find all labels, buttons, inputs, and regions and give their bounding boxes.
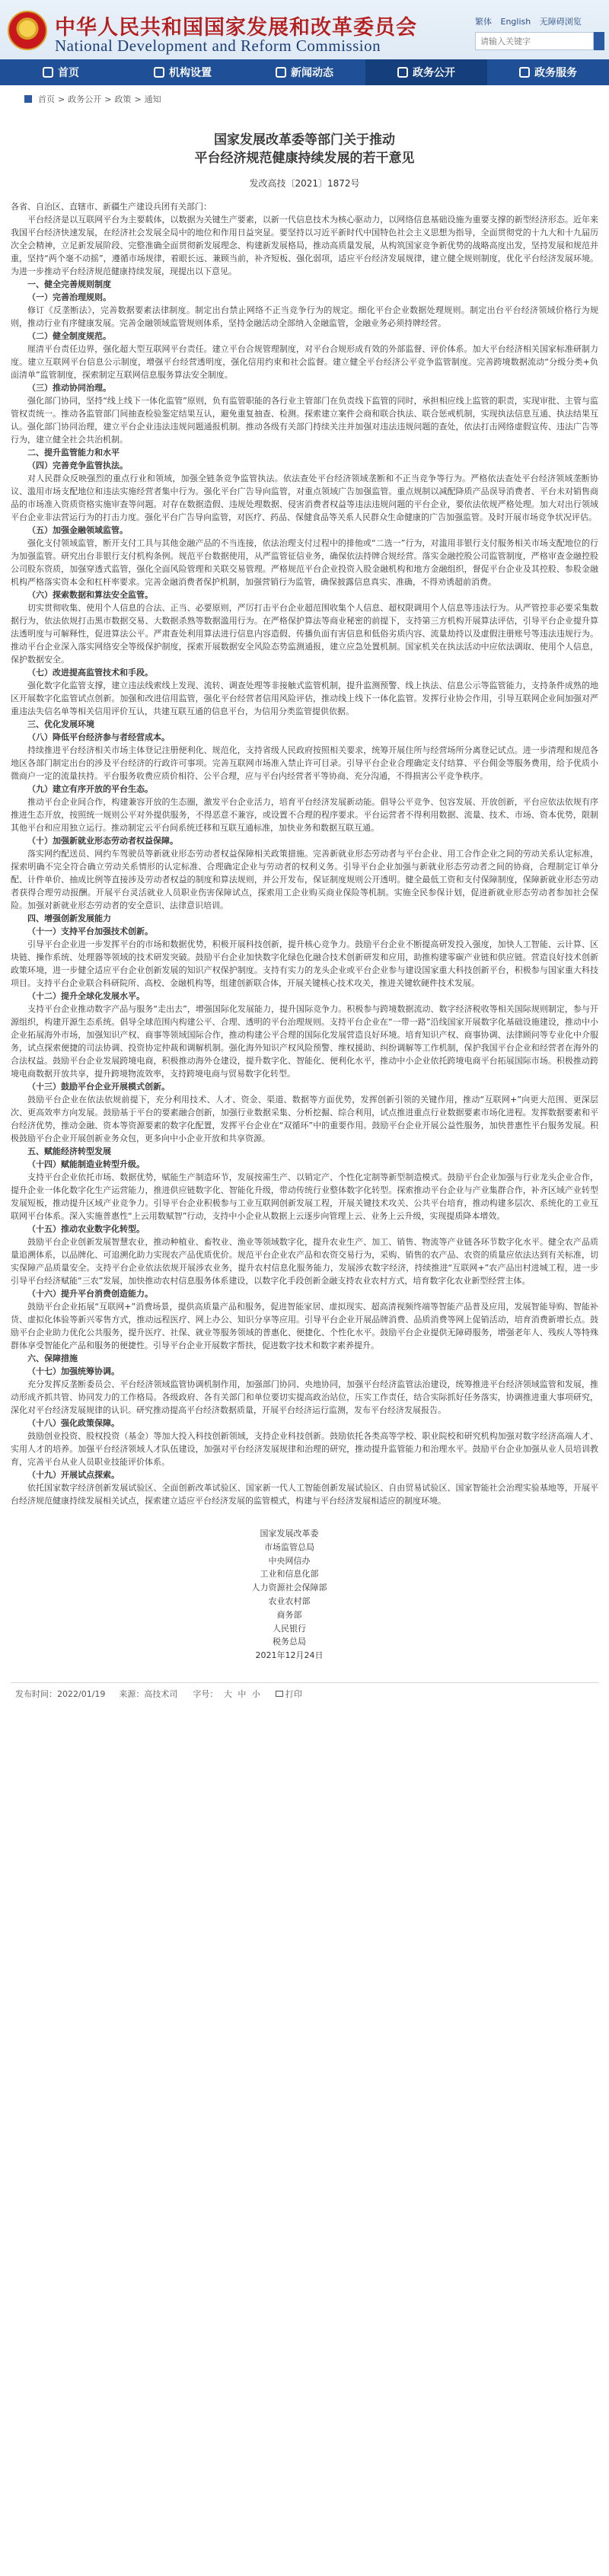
signoff-agency: 商务部: [276, 1609, 302, 1620]
paragraph: 支持平台企业依托市场、数据优势，赋能生产制造环节，发展按需生产、以销定产、个性化定制等新型制造模式。鼓励平台企业加强与行业龙头企业合作，提升企业一体化数字化生产运营能力，推进供应链数字化、智能化升级，带动传统行业整体数字化转型。探索推动平台企业与产业集群合作，补齐区域产业转型发展短板，推动提升区域产业竞争力。引导平台企业积极参与工业互联网创新发展工程，开展关键技术攻关、公共平台培育，推动构建多层次、系统化的工业互联网平台体系。深入实施普惠性“上云用数赋智”行动，支持中小企业从数据上云逐步向管理上云、业务上云升级，实现提质降本增效。: [11, 1172, 598, 1221]
subsection-heading: （十五）推动农业数字化转型。: [27, 1224, 145, 1234]
paragraph: 鼓励平台企业在依法依规前提下，充分利用技术、人才、资金、渠道、数据等方面优势，发挥创新引领的关键作用，推动“互联网+”向更大范围、更深层次、更高效率方向发展。鼓励基于平台的要素融合创新，加强行业数据采集、分析挖掘、综合利用，试点推进重点行业数据要素市场化进程。发挥数据要素和平台经济优势，推动金融、资本等资源要素的数字化配置，发挥平台企业在“双循环”中的重要作用。鼓励平台企业开展公益性服务，加快普惠性平台服务发展。积极鼓励平台企业开展创新业务众包，更多向中小企业开放和共享资源。: [11, 1095, 598, 1143]
section-heading: 六、保障措施: [27, 1353, 78, 1363]
subsection-heading: （十二）提升全球化发展水平。: [27, 991, 145, 1001]
link-english[interactable]: English: [500, 17, 531, 27]
breadcrumb-item[interactable]: 通知: [144, 94, 161, 104]
paragraph: 依托国家数字经济创新发展试验区、全面创新改革试验区、国家新一代人工智能创新发展试验区、自由贸易试验区、国家智能社会治理实验基地等，开展平台经济规范健康持续发展相关试点，探索建立适应平台经济发展的监管模式，构建与平台经济发展相适应的制度环境。: [11, 1483, 598, 1506]
breadcrumb-item[interactable]: 政策: [114, 94, 132, 104]
subsection-heading: （十九）开展试点探索。: [27, 1470, 120, 1480]
paragraph: 落实网约配送员、网约车驾驶员等新就业形态劳动者权益保障相关政策措施。完善新就业形态劳动者与平台企业、用工合作企业之间的劳动关系认定标准，探索明确不完全符合确立劳动关系情形的认定标准、合理确定企业与劳动者的权利义务。引导平台企业加强与新就业形态劳动者之间的协商，合理制定订单分配、计件单价、抽成比例等直接涉及劳动者权益的制度和算法规则，并公开发布，保证制度规则公开透明。健全最低工资和支付保障制度，保障新就业形态劳动者获得合理劳动报酬。开展平台灵活就业人员职业伤害保障试点，探索用工企业购买商业保险等机制。实施全民参保计划，促进新就业形态劳动者参加社会保险。加强对新就业形态劳动者的安全意识、法律意识培训。: [11, 849, 598, 910]
article-title-line2: 平台经济规范健康持续发展的若干意见: [194, 151, 415, 166]
article-title: [11, 131, 598, 167]
paragraph: 引导平台企业进一步发挥平台的市场和数据优势，积极开展科技创新，提升核心竞争力。鼓励平台企业不断提高研发投入强度，加快人工智能、云计算、区块链、操作系统、处理器等领域的技术研发突破。鼓励平台企业加快数字化绿色化融合技术创新研发和应用，助推构建零碳产业链和供应链。营造良好技术创新政策环境，进一步健全适应平台企业创新发展的知识产权保护制度。支持有实力的龙头企业或平台企业参与建设国家重大科技创新平台，积极参与国家重大科技项目。支持平台企业联合科研院所、高校、金融机构等，组建创新联合体，开展关键核心技术攻关，推进关键软硬件技术发展。: [11, 939, 598, 988]
paragraph: 推动平台企业间合作，构建兼容开放的生态圈，激发平台企业活力，培育平台经济发展新动能。倡导公平竞争、包容发展、开放创新，平台应依法依规有序推进生态开放，按照统一规则公平对外提供服务，不得恶意不兼容，或设置不合理的程序要求。平台运营者不得利用数据、流量、技术、市场、资本优势，限制其他平台和应用独立运行。推动制定云平台间系统迁移和互联互通标准，加快业务和数据互联互通。: [11, 797, 598, 833]
publish-date: 发布时间：2022/01/19: [15, 1688, 106, 1699]
section-heading: 三、优化发展环境: [27, 719, 94, 729]
paragraph: 对人民群众反映强烈的重点行业和领域，加强全链条竞争监管执法。依法查处平台经济领域垄断和不正当竞争等行为。严格依法查处平台经济领域垄断协议、滥用市场支配地位和违法实施经营者集中行为。强化平台广告导向监管，对重点领域广告加强监管。重点规制以减配降质产品误导消费者、平台未对销售商品的市场准入资质资格实施审查等问题。对存在数据造假、违规处理数据、侵害消费者权益等违法违规问题的平台企业，要依法依规严格处理。加大对出行领域平台企业非法营运行为的打击力度。强化平台广告导向监管，对医疗、药品、保健食品等关系人民群众生命健康的广告加强监管。及时开展市场竞争状况评估。: [11, 473, 598, 522]
print-label: 打印: [285, 1688, 302, 1699]
paragraph: 强化部门协同，坚持“线上线下一体化监管”原则，负有监管职能的各行业主管部门在负责线下监管的同时，承担相应线上监管的职责，实现审批、主管与监管权责统一。推动各监管部门间抽查检验鉴定结果互认，避免重复抽查、检测。探索建立案件会商和联合执法、联合惩戒机制，实现执法信息互通、执法结果互认。强化部门协同治理，建立平台企业违法违规问题通报机制。推动各级有关部门持续关注并加强对违法违规问题的查处，依法打击网络虚假宣传、违法广告等行为，建立健全社会共治机制。: [11, 396, 598, 445]
signoff-agency: 工业和信息化部: [260, 1569, 319, 1580]
signoff-date: 2021年12月24日: [255, 1650, 324, 1661]
font-size-small[interactable]: 小: [251, 1688, 260, 1699]
font-size-label: 字号：: [193, 1688, 218, 1699]
article: [0, 131, 609, 1663]
paragraph: 厘清平台责任边界，强化超大型互联网平台责任。建立平台合规管理制度，对平台合规形成有效的外部监督、评价体系。加大平台经济相关国家标准研制力度。建立互联网平台信息公示制度，增强平台经营透明度，强化信用约束和社会监督。建立健全平台经济公平竞争监管制度。完善跨境数据流动“分级分类+负面清单”监管制度，探索制定互联网信息服务算法安全制度。: [11, 344, 598, 380]
signoff-agency: 人力资源社会保障部: [251, 1583, 327, 1593]
breadcrumb-item[interactable]: 政务公开: [68, 94, 102, 104]
subsection-heading: （四）完善竞争监管执法。: [27, 461, 128, 470]
org-icon: [154, 67, 164, 78]
paragraph: 鼓励创业投资、股权投资（基金）等加大投入科技创新领域，支持企业科技创新。鼓励依托各类高等学校、职业院校和研究机构加强对数字经济高端人才、实用人才的培养。加强平台经济领域人才队伍建设，加强对平台经济发展规律和治理的研究，推动提升监管能力和治理水平。鼓励平台企业加强从业人员培训教育，完善平台从业人员职业技能评价体系。: [11, 1431, 598, 1467]
subsection-heading: （九）建立有序开放的平台生态。: [27, 784, 153, 794]
nav-label: 机构设置: [169, 67, 212, 79]
signoff: [244, 1527, 335, 1663]
nav-news[interactable]: [244, 59, 365, 85]
search-button[interactable]: [594, 32, 604, 50]
subsection-heading: （六）探索数据和算法安全监管。: [27, 590, 153, 600]
section-heading: 一、健全完善规则制度: [27, 279, 111, 289]
link-accessibility[interactable]: 无障碍浏览: [539, 17, 582, 27]
paragraph: 支持平台企业推动数字产品与服务“走出去”，增强国际化发展能力，提升国际竞争力。积极参与跨境数据流动、数字经济税收等相关国际规则制定，参与开源组织，构建开源生态系统。倡导全球范围内构建公平、合理、透明的平台治理规则。支持平台企业在“一带一路”沿线国家开展数字化基础设施建设，推动中小企业拓展海外市场，加强知识产权、商事等领域国际合作，推动构建公平合理的国际化发展营造良好环境。培育知识产权、商事协调、法律顾问等专业化中介服务，试点探索便捷的司法协调、投资协定仲裁和调解机制。强化海外知识产权风险预警、维权援助、纠纷调解等工作机制，保护我国平台企业和经营者在海外的合法权益。鼓励平台企业发展跨境电商，积极推动海外仓建设，提升数字化、智能化、便利化水平，推动中小企业依托跨境电商平台拓展国际市场。积极推动跨境电商数据开放共享，提升跨境物流效率，支持跨境电商与贸易数字化转型。: [11, 1004, 598, 1079]
breadcrumb: [0, 85, 609, 113]
paragraph: 持续推进平台经济相关市场主体登记注册便利化、规范化，支持省级人民政府按照相关要求，统筹开展住所与经营场所分离登记试点。进一步清理和规范各地区各部门制定出台的涉及平台经济的行政许可事项。完善互联网市场准入禁止许可目录。引导平台企业合理确定支付结算、平台佣金等服务费用，给予优质小微商户一定的流量扶持。平台服务收费应质价相符、公平合理，应与平台内经营者平等协商、充分沟通，不得损害公平竞争秩序。: [11, 745, 598, 781]
article-footer: [0, 1683, 609, 1704]
breadcrumb-separator: >: [58, 94, 65, 104]
subsection-heading: （十八）强化政策保障。: [27, 1418, 120, 1428]
paragraph: 切实贯彻收集、使用个人信息的合法、正当、必要原则，严厉打击平台企业超范围收集个人信息、超权限调用个人信息等违法行为。从严管控非必要采集数据行为，依法依规打击黑市数据交易、大数据杀熟等数据滥用行为。在严格保护算法等商业秘密的前提下，支持第三方机构开展算法评估，引导平台企业提升算法透明度与可解释性，促进算法公平。严肃查处利用算法进行信息内容造假、传播负面有害信息和低俗劣质内容、流量劫持以及虚假注册账号等违法违规行为。推动平台企业深入落实网络安全等级保护制度，探索开展数据安全风险态势监测通报，建立应急处置机制。国家机关在执法活动中应依法调取、使用个人信息，保护数据安全。: [11, 603, 598, 665]
document-number: 发改高技〔2021〕1872号: [249, 178, 360, 189]
language-links: [475, 15, 588, 27]
font-size-switcher: [191, 1688, 262, 1700]
paragraph: 强化支付领域监管，断开支付工具与其他金融产品的不当连接，依法治理支付过程中的排他或“二选一”行为，对滥用非银行支付服务相关市场支配地位的行为加强监管。研究出台非银行支付机构条例。规范平台数据使用，从严监管征信业务，确保依法持牌合规经营。落实金融控股公司监管制度，严格审查金融控股公司股东资质，加强穿透式监管，强化全面风险管理和关联交易管理。严格规范平台企业投资入股金融机构和地方金融组织，督促平台企业及其控股、参股金融机构严格落实资本金和杠杆率要求。完善金融消费者保护机制，加强营销行为监管，确保披露信息真实、准确，不得劝诱超前消费。: [11, 538, 598, 587]
paragraph: 强化数字化监管支撑，建立违法线索线上发现、流转、调查处理等非接触式监管机制，提升监测预警、线上执法、信息公示等监管能力，支持条件成熟的地区开展数字化监管试点创新。加强和改进信用监管，强化平台经营者信用风险评估，推动线上线下一体化监管。发挥行业协会作用，引导互联网企业间加强对严重违法失信名单等相关信用评价互认，共建互联互通的信息平台，为信用分类监管提供依据。: [11, 681, 598, 716]
signoff-agency: 国家发展改革委: [260, 1529, 319, 1538]
signoff-agency: 人民银行: [273, 1623, 306, 1634]
service-icon: [519, 67, 530, 78]
subsection-heading: （五）加强金融领域监管。: [27, 525, 128, 535]
paragraph: 鼓励平台企业创新发展智慧农业，推动种植业、畜牧业、渔业等领域数字化，提升农业生产、加工、销售、物流等产业链各环节数字化水平。健全农产品质量追溯体系，以品牌化、可追溯化助力实现农产品优质优价。规范平台企业农产品和农资交易行为，采购、销售的农产品、农资的质量应依法达到有关标准，切实保障产品质量安全。支持平台企业依法依规开展涉农业务，提升农村信息化服务能力，发展涉农数字经济，持续推进“互联网+”农产品出村进城工程，进一步引导平台经济赋能“三农”发展，加快推动农村信息服务体系建设，以数字化手段创新金融支持农业农村方式，培育数字化农业新型经营主体。: [11, 1237, 598, 1286]
paragraph: 修订《反垄断法》，完善数据要素法律制度。制定出台禁止网络不正当竞争行为的规定。细化平台企业数据处理规则。制定出台平台经济领域价格行为规则，推动行业有序健康发展。完善金融领域监管规则体系，坚持金融活动全部纳入金融监管，金融业务必须持牌经营。: [11, 305, 598, 328]
subsection-heading: （八）降低平台经济参与者经营成本。: [27, 732, 170, 742]
paragraph: 鼓励平台企业拓展“互联网+”消费场景，提供高质量产品和服务，促进智能家居、虚拟现实、超高清视频终端等智能产品普及应用，发展智能导购、智能补货、虚拟化体验等新兴零售方式，推动远程医疗、网上办公、知识分享等应用。引导平台企业开展品牌消费、品质消费等网上促销活动，培育消费新增长点。鼓励平台企业助力优化公共服务，提升医疗、社保、就业等服务领域的普惠化、便捷化、个性化水平。鼓励平台企业提供无障碍服务，增强老年人、残疾人等特殊群体享受智能化产品和服务的便捷性。引导平台企业开展数字帮扶，促进数字技术和数字素养提升。: [11, 1302, 598, 1350]
home-icon: [43, 67, 53, 78]
breadcrumb-separator: >: [134, 94, 142, 104]
subsection-heading: （七）改进提高监管技术和手段。: [27, 668, 153, 677]
subsection-heading: （十）加强新就业形态劳动者权益保障。: [27, 836, 178, 846]
news-icon: [276, 67, 286, 78]
section-heading: 四、增强创新发展能力: [27, 913, 111, 923]
signoff-agency: 市场监管总局: [264, 1541, 314, 1552]
font-size-medium[interactable]: 中: [238, 1688, 247, 1699]
breadcrumb-home-icon: [24, 95, 32, 103]
nav-service[interactable]: [487, 59, 609, 85]
breadcrumb-separator: >: [104, 94, 112, 104]
article-body: [11, 200, 598, 1507]
subsection-heading: （十一）支持平台加强技术创新。: [27, 926, 153, 936]
site-header: [0, 0, 609, 59]
subsection-heading: （十三）鼓励平台企业开展模式创新。: [27, 1082, 170, 1092]
article-title-line1: 国家发展改革委等部门关于推动: [214, 132, 395, 148]
site-title-en[interactable]: National Development and Reform Commission: [55, 37, 381, 55]
subsection-heading: （三）推动协同治理。: [27, 383, 111, 393]
nav-label: 政务公开: [413, 67, 455, 79]
subsection-heading: （十七）加强统筹协调。: [27, 1366, 120, 1376]
gov-open-icon: [397, 67, 408, 78]
paragraph: 平台经济是以互联网平台为主要载体，以数据为关键生产要素，以新一代信息技术为核心驱动力，以网络信息基础设施为重要支撑的新型经济形态。近年来我国平台经济快速发展，在经济社会发展全局中的地位和作用日益突显。要坚持以习近平新时代中国特色社会主义思想为指导，全面贯彻党的十九大和十九届历次全会精神，立足新发展阶段、完整准确全面贯彻新发展理念、构建新发展格局，推动高质量发展，从构筑国家竞争新优势的战略高度出发，坚持发展和规范并重，坚持“两个毫不动摇”，遵循市场规律，着眼长远、兼顾当前，补齐短板、强化弱项，适应平台经济发展规律，建立健全规则制度，优化平台经济发展环境。为进一步推动平台经济规范健康持续发展，现提出以下意见。: [11, 215, 598, 276]
source: 来源：高技术司: [119, 1688, 178, 1699]
search-input[interactable]: [475, 32, 594, 50]
nav-label: 新闻动态: [291, 67, 333, 79]
paragraph: 充分发挥反垄断委员会、平台经济领域监管协调机制作用，加强部门协同、央地协同，加强平台经济监管法治建设，统筹推进平台经济领域监管和发展，推动形成齐抓共管、协同发力的工作格局。各级政府、各有关部门和单位要切实提高政治站位，压实工作责任，结合实际抓好任务落实，协调推进重大事项研究，深化对平台经济发展规律的认识。研究推动提高平台经济数据质量，开展平台经济运行监测，发布平台经济发展报告。: [11, 1379, 598, 1415]
print-button[interactable]: [276, 1688, 302, 1700]
subsection-heading: （十六）提升平台消费创造能力。: [27, 1289, 153, 1299]
subsection-heading: （二）健全制度规范。: [27, 331, 111, 341]
nav-gov-open[interactable]: [365, 59, 487, 85]
nav-organization[interactable]: [122, 59, 244, 85]
signoff-agency: 税务总局: [273, 1637, 306, 1647]
signoff-agency: 中央网信办: [268, 1555, 311, 1566]
subsection-heading: （一）完善治理规则。: [27, 292, 111, 302]
greeting: 各省、自治区、直辖市、新疆生产建设兵团有关部门：: [11, 202, 212, 212]
national-emblem-icon[interactable]: [8, 11, 47, 50]
section-heading: 二、提升监管能力和水平: [27, 448, 120, 457]
print-icon: [276, 1691, 283, 1697]
nav-label: 政务服务: [534, 67, 577, 79]
main-nav: [0, 59, 609, 85]
subsection-heading: （十四）赋能制造业转型升级。: [27, 1159, 145, 1169]
link-traditional[interactable]: 繁体: [475, 17, 492, 27]
nav-label: 首页: [58, 67, 79, 79]
signoff-agency: 农业农村部: [268, 1596, 311, 1606]
section-heading: 五、赋能经济转型发展: [27, 1146, 111, 1156]
font-size-large[interactable]: 大: [223, 1688, 232, 1699]
nav-home[interactable]: [0, 59, 122, 85]
breadcrumb-item[interactable]: 首页: [38, 94, 55, 104]
site-title-cn[interactable]: 中华人民共和国国家发展和改革委员会: [55, 16, 417, 40]
